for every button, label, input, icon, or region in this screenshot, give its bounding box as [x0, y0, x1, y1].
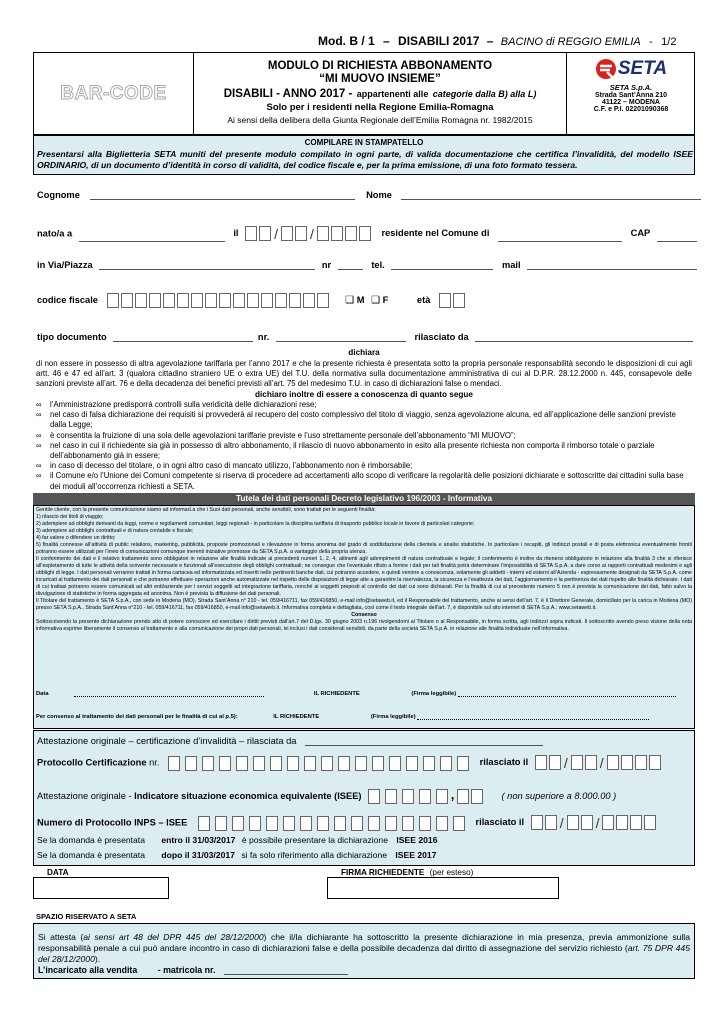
- compilare-label: COMPILARE IN STAMPATELLO: [304, 138, 424, 147]
- incaricato-row: L’incaricato alla vendita - matricola nr.: [38, 962, 348, 975]
- matricola-field[interactable]: [224, 962, 348, 975]
- inps-row: Numero di Protocollo INPS – ISEE rilasciato il / /: [37, 815, 656, 831]
- firma-field[interactable]: [327, 877, 559, 899]
- cap-field[interactable]: [657, 229, 697, 242]
- list-item: ∞ in caso di decesso del titolare, o in ogni altro caso di mancato utilizzo, l’abbonamento non è rimborsabile;: [36, 461, 413, 471]
- list-item: ∞ nel caso di falsa dichiarazione dei requisiti si provvederà al recupero del costo complessivo del titolo di viaggio, senza agevolazione alcuna, ed all’applicazione delle sanzioni previste dalla Legge;: [36, 410, 676, 430]
- numero-documento-field[interactable]: [276, 329, 406, 342]
- sesso-f-checkbox[interactable]: ❑: [371, 294, 381, 306]
- cognome-field[interactable]: [90, 187, 355, 200]
- telefono-field[interactable]: [391, 257, 493, 270]
- isee-2017-row: Se la domanda è presentata dopo il 31/03/2017 si fa solo riferimento alla dichiarazione ISEE 2017: [37, 850, 437, 860]
- dichiara-subtitle: dichiaro inoltre di essere a conoscenza di quanto segue: [255, 390, 473, 399]
- protocollo-data-cells[interactable]: / /: [535, 755, 661, 771]
- instructions-text: Presentarsi alla Biglietteria SETA muniti del presente modulo compilato in ogni parte, di valida documentazione che certifica l’invalidità, del modello ISEE ORDINARIO, di un documento d’identità in corso di validità, del codice fiscale e, per la prima emissione, di una foto formato tessera.: [37, 149, 693, 170]
- firma-label-row: FIRMA RICHIEDENTE (per esteso): [341, 868, 474, 877]
- invalidita-rilasciata-da-field[interactable]: [305, 733, 543, 746]
- isee-valore-cells[interactable]: [368, 789, 448, 804]
- page-number: 1/2: [661, 36, 677, 48]
- nome-field[interactable]: [401, 187, 701, 200]
- seta-logo: SETA: [567, 58, 695, 80]
- disabili-year: DISABILI 2017: [398, 34, 480, 48]
- dichiara-text: di non essere in possesso di altra agevolazione tariffaria per l’anno 2017 e che la presente richiesta è presentata sotto la propria personale responsabilità secondo le disposizioni di cui agli artt. 46 e 47 ed all’art. 3 (qualora cittadino straniero UE o extra UE) del T.U. della normativa sulla documentazione amministrativa di cui al D.P.R. 28.12.2000 n. 445, consapevole delle sanzioni previste all’art. 76 e della decadenza dei benefici previsti all’art. 75 del medesimo T.U. in caso di dichiarazioni false o mendaci.: [36, 359, 692, 389]
- sesso-m-checkbox[interactable]: ❑: [345, 294, 355, 306]
- dichiara-title: dichiara: [348, 348, 380, 357]
- isee-decimali-cells[interactable]: [457, 789, 483, 804]
- documento-row: tipo documento nr. rilasciato da: [37, 329, 693, 342]
- list-item: ∞ il Comune e/o l’Unione dei Comuni competente si riserva di procedere ad accertamenti allo scopo di verificare la regolarità delle posizioni dichiarate e sottoscritte dai cittadini sulla base dei moduli all’occorrenza richiesti a SETA.: [36, 471, 684, 491]
- data-field[interactable]: [33, 877, 169, 899]
- nato-row: nato/a a il / / residente nel Comune di CAP: [37, 226, 697, 242]
- consenso-signature-row: Data IL RICHIEDENTE (Firma leggibile): [36, 690, 676, 697]
- attest-invalidita-row: Attestazione originale – certificazione d’invalidità – rilasciata da: [37, 733, 543, 746]
- consenso-data-field[interactable]: [74, 690, 264, 697]
- list-item: ∞ nel caso in cui il richiedente sia già in possesso di altro abbonamento, il rilascio di nuovo abbonamento in esito alla presente richiesta non comporta il rimborso totale o parziale dell’abbonamento già in essere;: [36, 440, 655, 461]
- bacino: BACINO di REGGIO EMILIA: [500, 36, 641, 48]
- tipo-documento-field[interactable]: [113, 329, 253, 342]
- privacy-header-bar: Tutela dei dati personali Decreto legislativo 196/2003 - Informativa: [33, 493, 695, 505]
- barcode-area: [34, 53, 194, 134]
- seta-logo-icon: [595, 58, 617, 80]
- inps-data-cells[interactable]: / /: [531, 815, 657, 831]
- cognome-row: Cognome Nome: [37, 187, 701, 200]
- seta-box: SETA SETA S.p.A. Strada Sant’Anna 210 41122 – MODENA C.F. e P.I. 02201090368: [566, 53, 695, 134]
- list-item: ∞ è consentita la fruizione di una sola delle agevolazioni tariffarie previste e l’uso strettamente personale dell’abbonamento “MI MUOVO”;: [36, 430, 516, 440]
- via-field[interactable]: [99, 257, 315, 270]
- codice-fiscale-cells[interactable]: [107, 293, 329, 308]
- rilasciato-da-field[interactable]: [475, 329, 693, 342]
- mail-field[interactable]: [527, 257, 697, 270]
- protocollo-cells[interactable]: [168, 756, 469, 771]
- data-label: DATA: [47, 868, 69, 877]
- codice-fiscale-row: codice fiscale ❑ M ❑ F età: [37, 293, 465, 308]
- privacy-text: Gentile cliente, con la presente comunicazione siamo ad informarLa che i Suoi dati personali, anche sensibili, sono trattati per le seguenti finalità: 1) rilascio dei titoli di viaggio; 2) adempiere ad obblighi derivanti da leggi, norme e regolamenti comunitari, leggi regionali - in particolare la disciplina tariffaria di trasporto pubblico locale in favore di particolari categorie; 3) adempiere ad obblighi contrattuali e di natura contabile e fiscale; 4) far valere o difendere un diritto; 5) finalità connesse all’attività di public relations, marketing, pubblicità, proposte promozionali e rilevazione in forma anonima del grado di soddisfazione della clientela e analisi statistiche. In particolare i recapiti, gli indirizzi postali e di posta elettronica eventualmente forniti potranno essere utilizzati per l’invio di comunicazioni comunque inerenti iniziative promosse da SETA S.p.A. a vantaggio della propria utenza. Il conferimento dei dati e il relativo trattamento sono obbligatori in relazione alle finalità indicate ai precedenti numeri 1, 2, 4, attinenti agli adempimenti di natura contrattuale e legale; il conferimento è inoltre da ritenersi obbligatorio in relazione alla finalità 3 che si riferisce all’espletamento di tutte le attività della scrivente necessarie e funzionali all’esecuzione degli obblighi contrattuali; ne consegue che l’eventuale rifiuto a fornire i dati per tali finalità potrà determinare l’impossibilità di SETA S.p.A. a dare corso ai rapporti contrattuali medesimi e agli obblighi di legge. I dati personali verranno trattati in forma cartacea ed informatizzata ed inseriti nelle pertinenti banche dati, cui potranno accedere, e quindi venirne a conoscenza, solamente gli addetti - interni ed esterni all’Azienda - espressamente designati da SETA S.p.A. come incaricati al trattamento dei dati personali e che potranno effettuare operazioni anche automatizzate nel rispetto delle disposizioni di legge atte a garantire la riservatezza, la sicurezza e l’esattezza dei dati, l’aggiornamento e la pertinenza dei dati rispetto alle finalità dichiarate. I dati di cui trattasi potranno essere comunicati ad altri enti/aziende per i servizi soggetti ad integrazione tariffaria, nonché ai soggetti preposti al controllo dei dati cui sono dichiarati. Per la finalità di cui al precedente numero 5 non è prevista la comunicazione dei dati, fatto salvo la divulgazione di statistiche in forma aggregata ed anonima. Non è prevista la diffusione dei dati personali. Il Titolare del trattamento è SETA S.p.A., con sede in Modena (MO), Strada Sant’Anna n° 210 - tel. 059/416711, fax 059/416850, e-mail info@setaweb.it, ed il Responsabile del trattamento, anche ai sensi dell’art. 7, è il Direttore Generale, domiciliato per la carica in Modena (MO) presso SETA S.p.A., Strada Sant’Anna n°210 - tel. 059/416711, fax 059/416850, e-mail info@setaweb.it. Informativa completa e dettagliata, così come il testo integrale dell’art. 7, è disponibile sul sito internet di SETA S.p.A.: www.setaweb.it. Consenso Sottoscrivendo la presente dichiarazione prendo atto di potere conoscere ed esercitare i diritti previsti dall’art.7 del D.lgs. 30 giugno 2003 n.196 rivolgendomi al Titolare o al Responsabile, in forma scritta, agli indirizzi sopra indicati. Il sottoscritto avendo preso visione della nota informativa esprime liberamente il consenso al trattamento e alla comunicazione dei propri dati personali, ivi inclusi i dati considerati sensibili, da parte della società SETA S.p.A. in relazione alle finalità individuate nell’informativa.: [36, 507, 692, 632]
- form-title: MODULO DI RICHIESTA ABBONAMENTO “MI MUOVO INSIEME” DISABILI - ANNO 2017 - appartenenti alle categorie dalla B) alla L) Solo per i residenti nella Regione Emilia-Romagna Ai sensi della delibera della Giunta Regionale dell’Emilia Romagna nr. 1982/2015: [223, 60, 537, 125]
- consenso-p5-firma-field[interactable]: [417, 713, 649, 720]
- civico-field[interactable]: [338, 257, 363, 270]
- inps-protocollo-cells[interactable]: [198, 816, 465, 831]
- protocollo-row: Protocollo Certificazione nr. rilasciato il / /: [37, 755, 661, 771]
- isee-2016-row: Se la domanda è presentata entro il 31/03/2017 è possibile presentare la dichiarazione ISEE 2016: [37, 835, 438, 845]
- attesta-text: Si attesta (ai sensi art 48 del DPR 445 del 28/12/2000) che il/la dichiarante ha sottoscritto la presente dichiarazione in mia presenza, previa ammonizione sulla responsabilità penale a cui può andare incontro in caso di dichiarazioni false e della possibile decadenza dal diritto di assegnazione del servizio richiesto (art. 75 DPR 445 del 28/12/2000).: [38, 932, 690, 964]
- isee-row: Attestazione originale - Indicatore situazione economica equivalente (ISEE) , ( non superiore a 8.000.00 ): [37, 787, 616, 804]
- consenso-p5-row: Per consenso al trattamento dei dati personali per le finalità di cui al p.5): IL RICHIEDENTE (Firma leggibile): [36, 713, 649, 720]
- comune-residenza-field[interactable]: [498, 229, 622, 242]
- mod-code: Mod. B / 1: [318, 34, 375, 48]
- data-nascita-cells[interactable]: / /: [245, 226, 371, 242]
- dichiara-bullets: [36, 400, 692, 492]
- list-item: ∞ l’Amministrazione predisporrà controlli sulla veridicità delle dichiarazioni rese;: [36, 400, 317, 409]
- via-row: in Via/Piazza nr tel. mail: [37, 257, 697, 270]
- luogo-nascita-field[interactable]: [79, 229, 225, 242]
- page-header: Mod. B / 1 – DISABILI 2017 – BACINO di REGGIO EMILIA - 1/2: [318, 34, 677, 48]
- consenso-firma-field[interactable]: [458, 690, 676, 697]
- eta-cells[interactable]: [439, 293, 465, 308]
- spazio-seta-label: SPAZIO RISERVATO A SETA: [36, 912, 137, 921]
- barcode-label: BAR-CODE: [60, 82, 167, 104]
